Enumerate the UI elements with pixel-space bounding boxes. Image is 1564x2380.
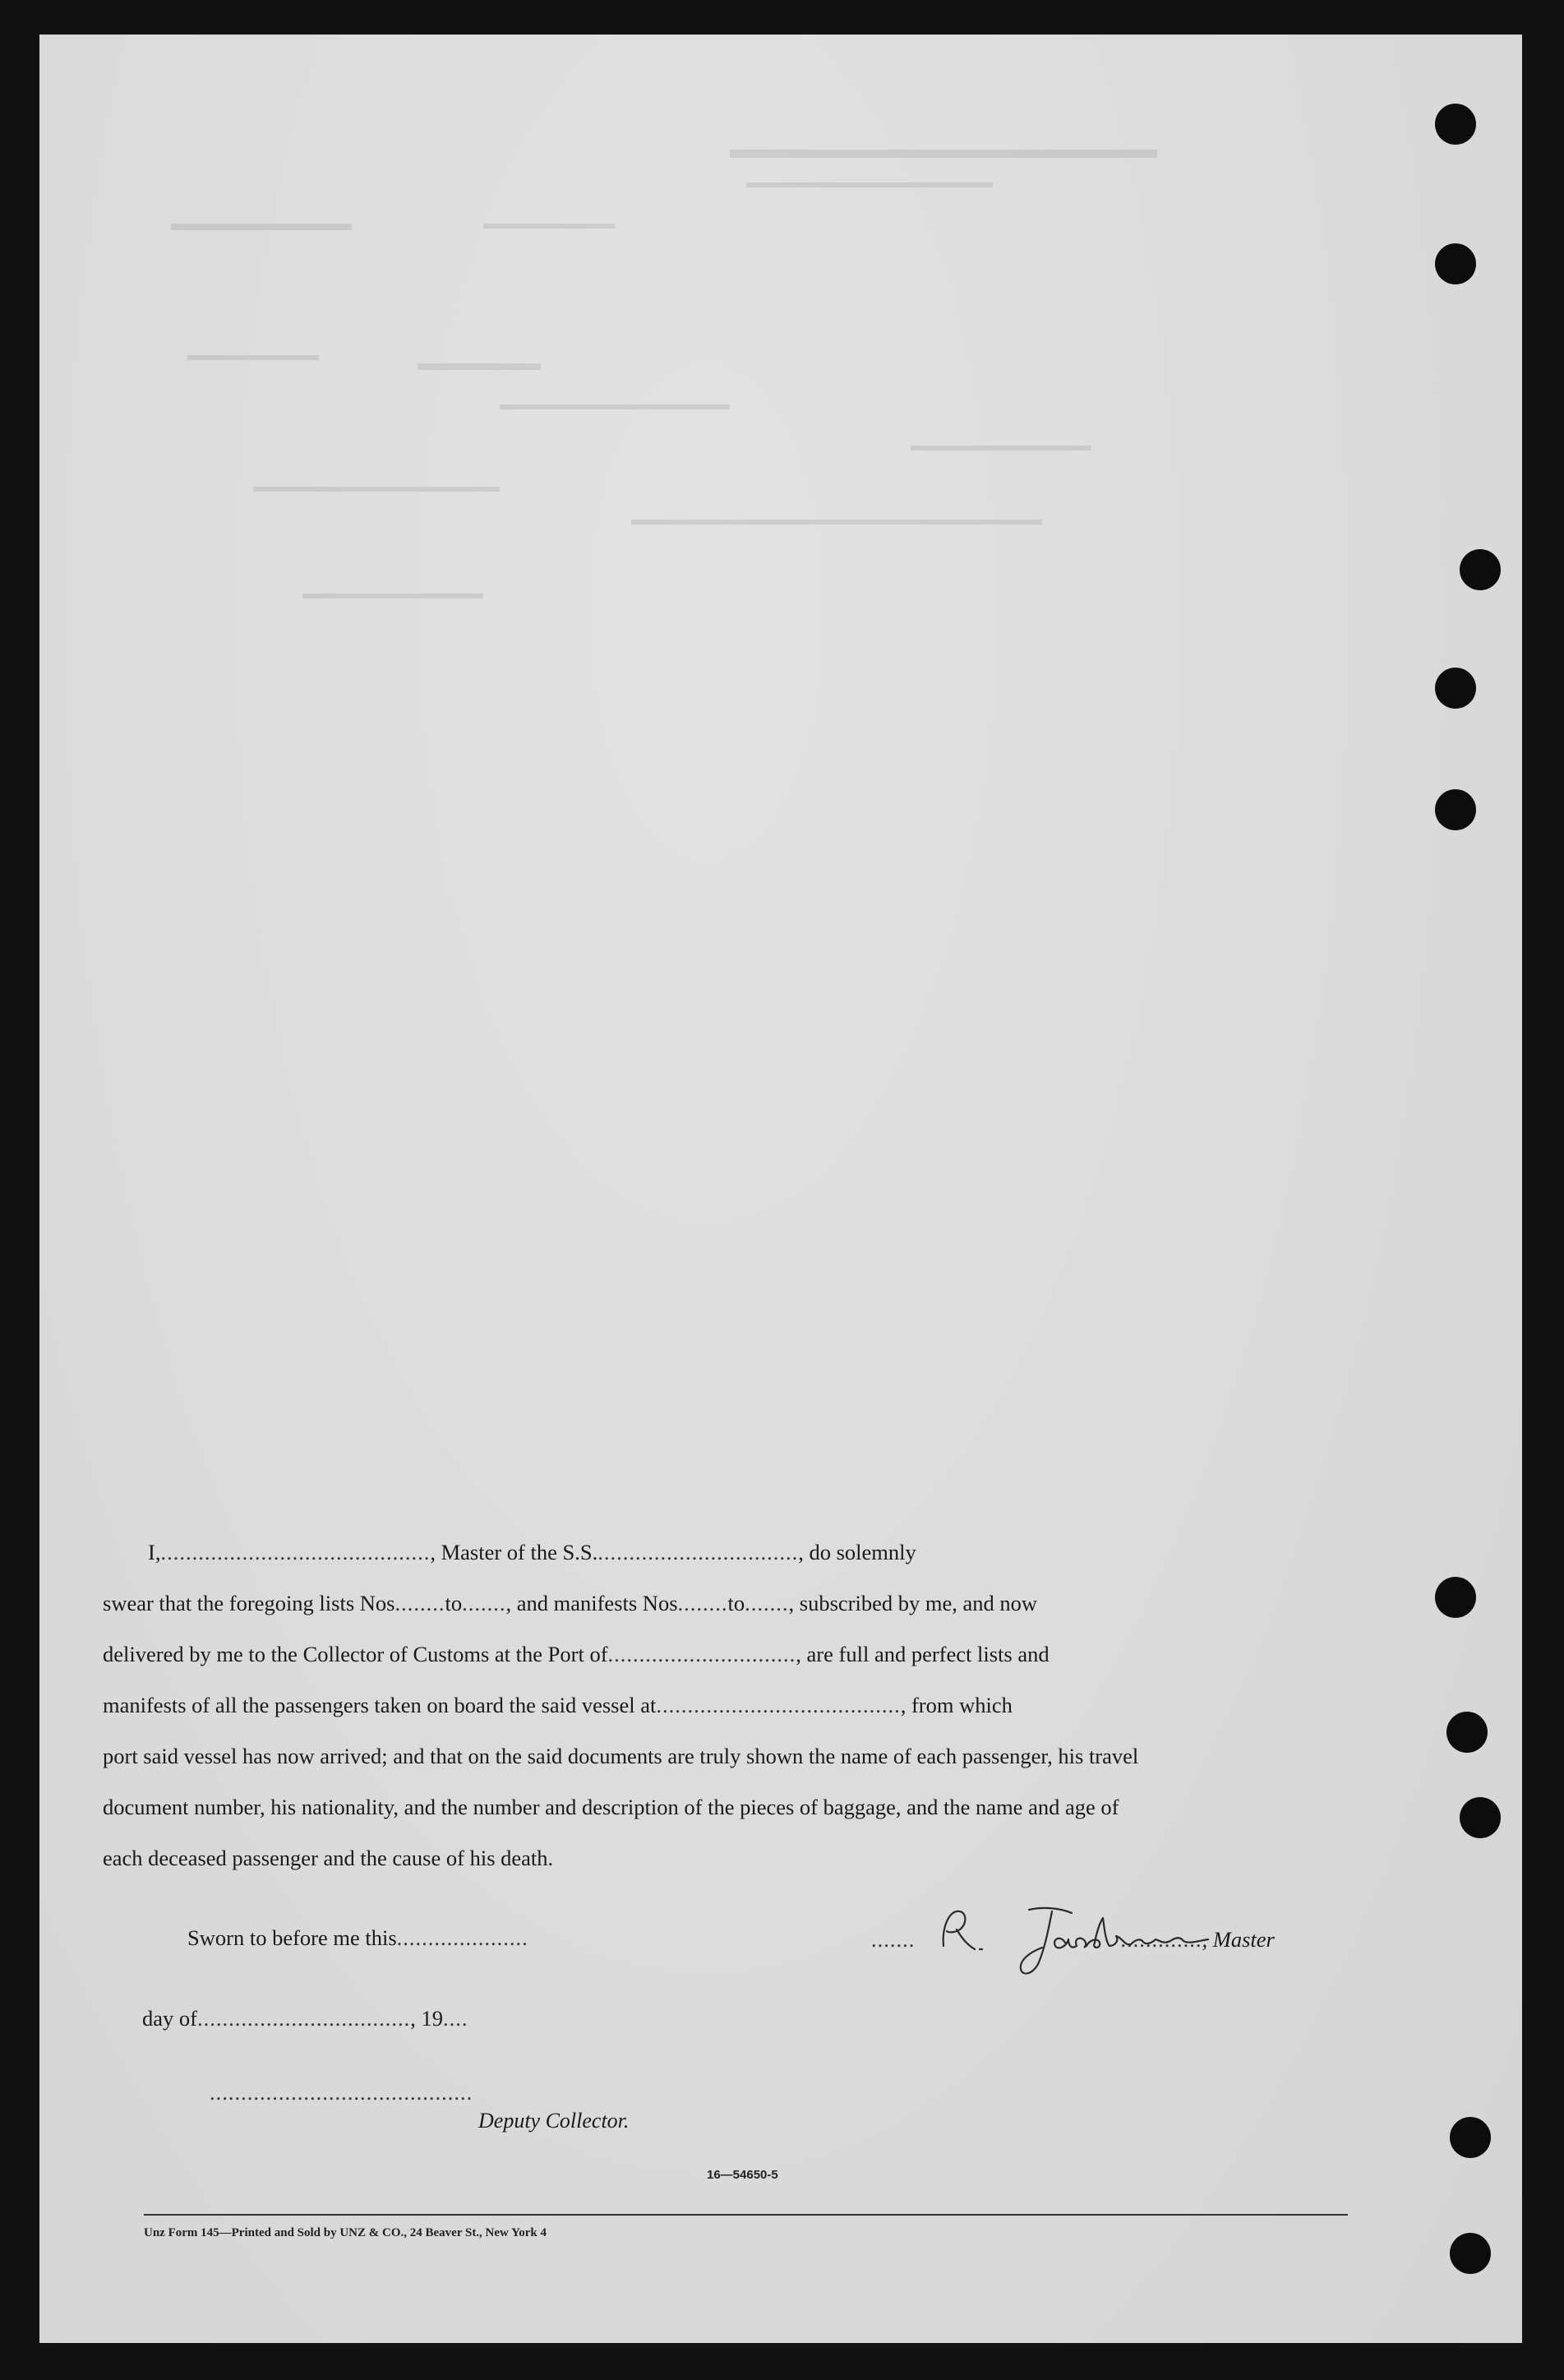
binder-hole: [1435, 1577, 1476, 1618]
oath-line-4: manifests of all the passengers taken on board the said vessel at......................................., from which: [103, 1693, 1013, 1717]
binder-hole: [1446, 1712, 1488, 1753]
deputy-collector-label: Deputy Collector.: [478, 2109, 630, 2133]
binder-hole: [1435, 104, 1476, 145]
oath-line-5: port said vessel has now arrived; and that on the said documents are truly shown the name of each passenger, his travel: [103, 1744, 1139, 1768]
deputy-collector-signature-line: ..........................................: [210, 2080, 473, 2105]
binder-hole: [1460, 1797, 1501, 1838]
master-signature-line: ....... ............., Master: [871, 1927, 1275, 1952]
binder-hole: [1435, 668, 1476, 709]
binder-hole: [1435, 789, 1476, 830]
footer-rule: [144, 2214, 1348, 2216]
oath-line-3: delivered by me to the Collector of Customs at the Port of.............................., are full and perfect lists and: [103, 1642, 1050, 1666]
binder-hole: [1450, 2117, 1491, 2158]
document-page: [39, 35, 1522, 2343]
printer-imprint: Unz Form 145—Printed and Sold by UNZ & CO., 24 Beaver St., New York 4: [144, 2226, 547, 2239]
form-number: 16—54650-5: [707, 2168, 778, 2182]
oath-line-1: I,..........................................., Master of the S.S................................., do solemnly: [148, 1540, 916, 1564]
binder-hole: [1460, 549, 1501, 590]
master-handwritten-signature: [937, 1895, 1282, 1985]
oath-line-2: swear that the foregoing lists Nos........to......., and manifests Nos........to......., subscribed by me, and now: [103, 1591, 1038, 1615]
sworn-date-field: Sworn to before me this.....................: [187, 1925, 528, 1950]
bleed-through-text: [171, 133, 1363, 643]
master-oath-paragraph: [103, 1527, 1349, 1883]
day-of-field: day of.................................., 19....: [142, 2006, 468, 2031]
oath-line-6: document number, his nationality, and the number and description of the pieces of baggage, and the name and age of: [103, 1795, 1119, 1819]
oath-line-7: each deceased passenger and the cause of his death.: [103, 1846, 554, 1870]
binder-hole: [1435, 243, 1476, 284]
binder-hole: [1450, 2233, 1491, 2274]
